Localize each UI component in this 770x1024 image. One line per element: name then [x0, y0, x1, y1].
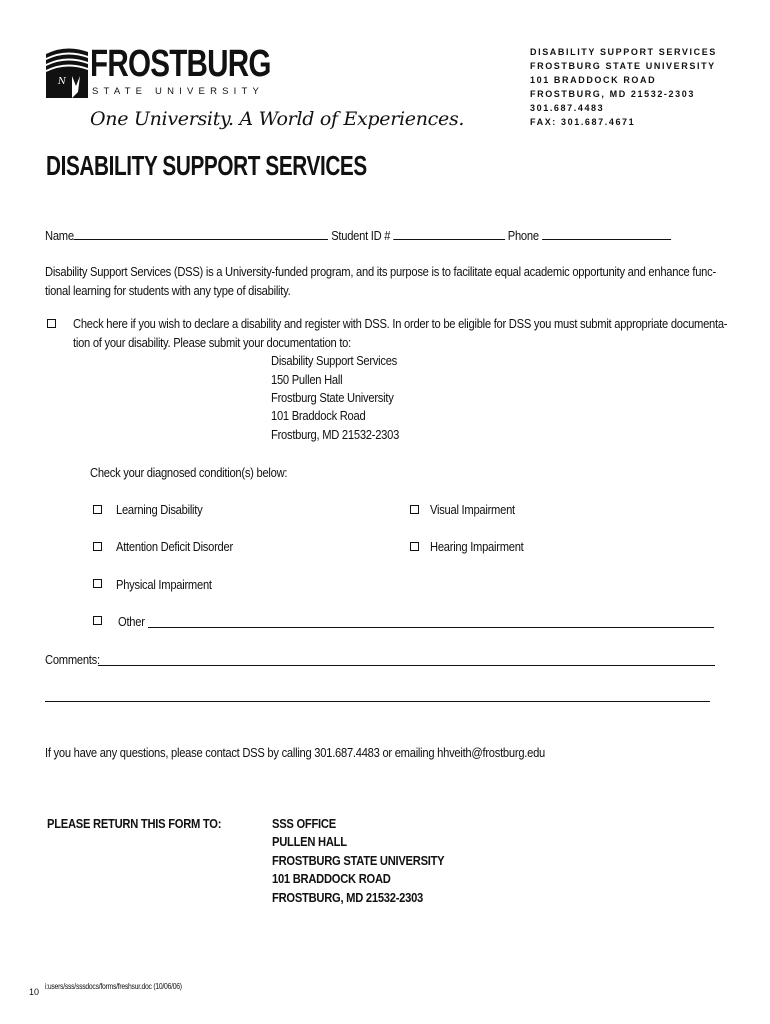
doc-address-line: Frostburg, MD 21532-2303: [271, 427, 400, 442]
other-checkbox[interactable]: [93, 616, 102, 625]
comments-label: Comments:: [45, 652, 100, 667]
hearing-impairment-label: Hearing Impairment: [430, 539, 524, 554]
attention-deficit-checkbox[interactable]: [93, 542, 102, 551]
return-label: PLEASE RETURN THIS FORM TO:: [47, 816, 222, 831]
contact-text: If you have any questions, please contact DSS by calling 301.687.4483 or emailing hhveith@frostburg.edu: [45, 745, 546, 760]
comments-field[interactable]: [98, 665, 715, 666]
frostburg-logo-mark-icon: [44, 46, 88, 98]
address-line: FAX: 301.687.4671: [530, 117, 636, 127]
phone-field[interactable]: [542, 227, 671, 240]
other-label: Other: [118, 614, 145, 629]
learning-disability-checkbox[interactable]: [93, 505, 102, 514]
doc-address-line: Frostburg State University: [271, 390, 394, 405]
page-number: 10: [29, 987, 40, 997]
doc-address-line: Disability Support Services: [271, 353, 398, 368]
logo-subtext: STATE UNIVERSITY: [92, 86, 265, 97]
declare-checkbox[interactable]: [47, 319, 56, 328]
hearing-impairment-checkbox[interactable]: [410, 542, 419, 551]
doc-address-line: 150 Pullen Hall: [271, 372, 343, 387]
address-line: DISABILITY SUPPORT SERVICES: [530, 47, 717, 57]
physical-impairment-checkbox[interactable]: [93, 579, 102, 588]
intro-line: Disability Support Services (DSS) is a University-funded program, and its purpose is to facilitate equal academic opportunity and enhance func-: [45, 264, 716, 279]
student-id-label: Student ID #: [331, 228, 391, 243]
conditions-prompt: Check your diagnosed condition(s) below:: [90, 465, 288, 480]
return-address-line: PULLEN HALL: [272, 834, 347, 849]
name-field-row: [45, 227, 671, 243]
student-id-field[interactable]: [393, 227, 505, 240]
page-title: DISABILITY SUPPORT SERVICES: [46, 150, 367, 181]
return-address-line: FROSTBURG STATE UNIVERSITY: [272, 853, 445, 868]
physical-impairment-label: Physical Impairment: [116, 577, 212, 592]
footer-path: i:users/sss/sssdocs/forms/freshsur.doc (10/06/06): [45, 982, 182, 991]
tagline: One University. A World of Experiences.: [90, 108, 465, 130]
address-line: 101 BRADDOCK ROAD: [530, 75, 657, 85]
return-address-line: SSS OFFICE: [272, 816, 336, 831]
visual-impairment-label: Visual Impairment: [430, 502, 515, 517]
header-address: [530, 45, 717, 129]
other-field[interactable]: [148, 627, 714, 628]
doc-address-line: 101 Braddock Road: [271, 408, 366, 423]
return-address-line: 101 BRADDOCK ROAD: [272, 871, 391, 886]
phone-label: Phone: [507, 228, 539, 243]
visual-impairment-checkbox[interactable]: [410, 505, 419, 514]
return-address-line: FROSTBURG, MD 21532-2303: [272, 890, 424, 905]
svg-text:N: N: [58, 77, 66, 87]
comments-field-line-2[interactable]: [45, 701, 710, 702]
address-line: FROSTBURG STATE UNIVERSITY: [530, 61, 716, 71]
declare-text: Check here if you wish to declare a disability and register with DSS. In order to be eligible for DSS you must submit appropriate documenta-: [73, 316, 728, 331]
name-field[interactable]: [74, 227, 329, 240]
logo-wordmark: FROSTBURG: [90, 43, 271, 85]
declare-text: tion of your disability. Please submit your documentation to:: [73, 335, 351, 350]
name-label: Name: [45, 228, 74, 243]
address-line: 301.687.4483: [530, 103, 605, 113]
learning-disability-label: Learning Disability: [116, 502, 203, 517]
attention-deficit-label: Attention Deficit Disorder: [116, 539, 233, 554]
address-line: FROSTBURG, MD 21532-2303: [530, 89, 695, 99]
intro-line: tional learning for students with any type of disability.: [45, 283, 291, 298]
